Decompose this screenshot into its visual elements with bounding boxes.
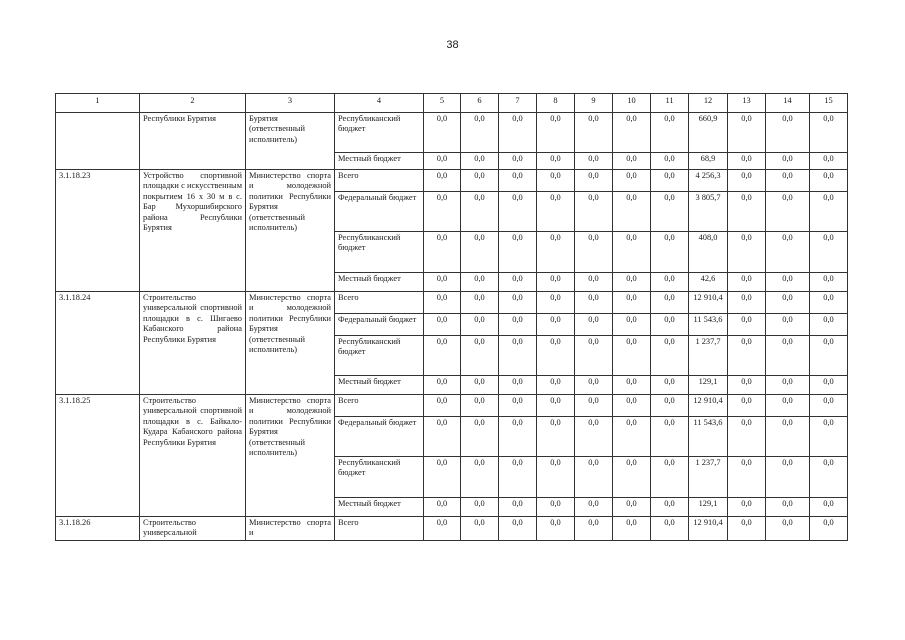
column-header: 15	[810, 94, 848, 113]
amount-cell: 0,0	[810, 336, 848, 376]
amount-cell: 0,0	[461, 232, 499, 273]
amount-cell: 0,0	[651, 292, 689, 314]
amount-cell: 0,0	[810, 517, 848, 541]
amount-cell: 0,0	[575, 498, 613, 517]
column-header: 6	[461, 94, 499, 113]
funding-source: Всего	[335, 395, 424, 417]
amount-cell: 0,0	[651, 376, 689, 395]
item-code: 3.1.18.23	[56, 170, 140, 292]
budget-table	[55, 93, 848, 541]
amount-cell: 0,0	[499, 376, 537, 395]
item-name: Строительство универсальной спортивной площадки в с. Байкало-Кудара Кабанского района Республики Бурятия	[140, 395, 246, 517]
column-header: 13	[728, 94, 766, 113]
responsible-executor: Министерство спорта и молодежной политики Республики Бурятия (ответственный исполнитель)	[246, 395, 335, 517]
amount-cell: 0,0	[766, 498, 810, 517]
amount-cell: 0,0	[613, 232, 651, 273]
amount-cell: 0,0	[499, 395, 537, 417]
amount-cell: 0,0	[810, 292, 848, 314]
amount-cell: 0,0	[575, 395, 613, 417]
amount-cell: 0,0	[575, 292, 613, 314]
amount-cell: 0,0	[766, 273, 810, 292]
amount-cell: 0,0	[728, 153, 766, 170]
amount-cell: 0,0	[728, 232, 766, 273]
amount-cell: 0,0	[766, 395, 810, 417]
amount-cell: 0,0	[424, 113, 461, 153]
amount-cell: 0,0	[575, 376, 613, 395]
amount-cell: 0,0	[766, 192, 810, 232]
amount-cell: 0,0	[613, 457, 651, 498]
column-header: 8	[537, 94, 575, 113]
amount-cell: 0,0	[499, 417, 537, 457]
amount-cell: 0,0	[766, 170, 810, 192]
amount-cell: 0,0	[651, 170, 689, 192]
amount-cell: 0,0	[424, 170, 461, 192]
table-row	[56, 292, 848, 314]
amount-cell: 0,0	[810, 273, 848, 292]
amount-cell: 0,0	[575, 314, 613, 336]
amount-cell: 0,0	[424, 395, 461, 417]
amount-cell: 0,0	[537, 113, 575, 153]
amount-cell: 0,0	[499, 232, 537, 273]
amount-cell: 0,0	[499, 498, 537, 517]
amount-cell: 129,1	[689, 498, 728, 517]
amount-cell: 0,0	[613, 292, 651, 314]
amount-cell: 0,0	[810, 113, 848, 153]
amount-cell: 0,0	[424, 314, 461, 336]
amount-cell: 0,0	[499, 517, 537, 541]
funding-source: Местный бюджет	[335, 153, 424, 170]
amount-cell: 0,0	[575, 192, 613, 232]
amount-cell: 0,0	[651, 457, 689, 498]
amount-cell: 0,0	[424, 273, 461, 292]
amount-cell: 0,0	[537, 517, 575, 541]
amount-cell: 0,0	[575, 417, 613, 457]
amount-cell: 0,0	[728, 395, 766, 417]
funding-source: Всего	[335, 292, 424, 314]
amount-cell: 0,0	[810, 395, 848, 417]
column-header: 9	[575, 94, 613, 113]
amount-cell: 12 910,4	[689, 395, 728, 417]
amount-cell: 0,0	[537, 457, 575, 498]
amount-cell: 0,0	[499, 292, 537, 314]
amount-cell: 11 543,6	[689, 314, 728, 336]
amount-cell: 0,0	[537, 153, 575, 170]
amount-cell: 0,0	[651, 314, 689, 336]
amount-cell: 0,0	[766, 113, 810, 153]
amount-cell: 129,1	[689, 376, 728, 395]
amount-cell: 0,0	[461, 457, 499, 498]
amount-cell: 0,0	[651, 395, 689, 417]
column-header-row	[56, 94, 848, 113]
amount-cell: 0,0	[575, 457, 613, 498]
amount-cell: 0,0	[766, 232, 810, 273]
amount-cell: 0,0	[766, 417, 810, 457]
amount-cell: 0,0	[613, 153, 651, 170]
amount-cell: 0,0	[728, 192, 766, 232]
amount-cell: 0,0	[575, 232, 613, 273]
amount-cell: 0,0	[575, 273, 613, 292]
column-header: 1	[56, 94, 140, 113]
table-row	[56, 395, 848, 417]
amount-cell: 0,0	[810, 376, 848, 395]
amount-cell: 0,0	[613, 517, 651, 541]
funding-source: Республиканский бюджет	[335, 113, 424, 153]
amount-cell: 0,0	[537, 170, 575, 192]
amount-cell: 0,0	[461, 395, 499, 417]
amount-cell: 0,0	[424, 232, 461, 273]
column-header: 3	[246, 94, 335, 113]
amount-cell: 0,0	[424, 498, 461, 517]
amount-cell: 0,0	[728, 336, 766, 376]
amount-cell: 0,0	[613, 395, 651, 417]
amount-cell: 0,0	[728, 273, 766, 292]
funding-source: Федеральный бюджет	[335, 314, 424, 336]
amount-cell: 0,0	[499, 113, 537, 153]
amount-cell: 0,0	[424, 192, 461, 232]
amount-cell: 0,0	[728, 314, 766, 336]
amount-cell: 0,0	[537, 336, 575, 376]
amount-cell: 0,0	[461, 192, 499, 232]
amount-cell: 1 237,7	[689, 336, 728, 376]
amount-cell: 0,0	[499, 273, 537, 292]
amount-cell: 0,0	[728, 417, 766, 457]
amount-cell: 0,0	[499, 153, 537, 170]
amount-cell: 0,0	[424, 336, 461, 376]
amount-cell: 0,0	[810, 314, 848, 336]
amount-cell: 0,0	[728, 113, 766, 153]
amount-cell: 0,0	[613, 498, 651, 517]
amount-cell: 0,0	[810, 192, 848, 232]
item-name: Устройство спортивной площадки с искусственным покрытием 16 х 30 м в с. Бар Мухоршибирского района Республики Бурятия	[140, 170, 246, 292]
amount-cell: 0,0	[651, 417, 689, 457]
amount-cell: 0,0	[766, 336, 810, 376]
amount-cell: 0,0	[651, 192, 689, 232]
column-header: 5	[424, 94, 461, 113]
amount-cell: 0,0	[651, 113, 689, 153]
amount-cell: 0,0	[728, 376, 766, 395]
amount-cell: 408,0	[689, 232, 728, 273]
amount-cell: 0,0	[461, 517, 499, 541]
column-header: 14	[766, 94, 810, 113]
amount-cell: 0,0	[461, 153, 499, 170]
amount-cell: 0,0	[461, 170, 499, 192]
amount-cell: 0,0	[499, 192, 537, 232]
column-header: 4	[335, 94, 424, 113]
amount-cell: 0,0	[499, 457, 537, 498]
item-code: 3.1.18.24	[56, 292, 140, 395]
amount-cell: 0,0	[537, 376, 575, 395]
amount-cell: 0,0	[461, 314, 499, 336]
funding-source: Федеральный бюджет	[335, 417, 424, 457]
amount-cell: 0,0	[613, 113, 651, 153]
amount-cell: 0,0	[537, 498, 575, 517]
amount-cell: 0,0	[766, 314, 810, 336]
amount-cell: 0,0	[651, 232, 689, 273]
amount-cell: 0,0	[728, 292, 766, 314]
funding-source: Всего	[335, 517, 424, 541]
amount-cell: 0,0	[424, 292, 461, 314]
amount-cell: 68,9	[689, 153, 728, 170]
item-code: 3.1.18.26	[56, 517, 140, 541]
amount-cell: 0,0	[575, 517, 613, 541]
amount-cell: 0,0	[766, 517, 810, 541]
amount-cell: 0,0	[537, 232, 575, 273]
table-row	[56, 170, 848, 192]
amount-cell: 0,0	[424, 517, 461, 541]
table-row	[56, 113, 848, 153]
amount-cell: 0,0	[575, 170, 613, 192]
funding-source: Местный бюджет	[335, 376, 424, 395]
funding-source: Местный бюджет	[335, 273, 424, 292]
amount-cell: 0,0	[651, 517, 689, 541]
responsible-executor: Министерство спорта и молодежной политики Республики Бурятия (ответственный исполнитель)	[246, 292, 335, 395]
amount-cell: 0,0	[766, 457, 810, 498]
amount-cell: 0,0	[575, 153, 613, 170]
amount-cell: 0,0	[499, 336, 537, 376]
amount-cell: 4 256,3	[689, 170, 728, 192]
responsible-executor: Министерство спорта и молодежной политики Республики Бурятия (ответственный исполнитель)	[246, 170, 335, 292]
amount-cell: 0,0	[461, 113, 499, 153]
amount-cell: 0,0	[766, 292, 810, 314]
item-name: Республики Бурятия	[140, 113, 246, 170]
amount-cell: 0,0	[766, 376, 810, 395]
table-row	[56, 517, 848, 541]
amount-cell: 0,0	[613, 336, 651, 376]
amount-cell: 0,0	[651, 153, 689, 170]
funding-source: Федеральный бюджет	[335, 192, 424, 232]
amount-cell: 660,9	[689, 113, 728, 153]
amount-cell: 0,0	[728, 170, 766, 192]
amount-cell: 0,0	[537, 395, 575, 417]
amount-cell: 0,0	[499, 170, 537, 192]
funding-source: Республиканский бюджет	[335, 232, 424, 273]
amount-cell: 12 910,4	[689, 517, 728, 541]
item-name: Строительство универсальной спортивной площадки в с. Шигаево Кабанского района Республики Бурятия	[140, 292, 246, 395]
amount-cell: 0,0	[461, 498, 499, 517]
amount-cell: 0,0	[728, 517, 766, 541]
amount-cell: 0,0	[810, 153, 848, 170]
amount-cell: 0,0	[461, 292, 499, 314]
amount-cell: 0,0	[810, 170, 848, 192]
funding-source: Всего	[335, 170, 424, 192]
amount-cell: 0,0	[537, 292, 575, 314]
amount-cell: 0,0	[728, 457, 766, 498]
funding-source: Республиканский бюджет	[335, 457, 424, 498]
amount-cell: 0,0	[613, 314, 651, 336]
amount-cell: 0,0	[651, 336, 689, 376]
funding-source: Местный бюджет	[335, 498, 424, 517]
item-code: 3.1.18.25	[56, 395, 140, 517]
amount-cell: 0,0	[728, 498, 766, 517]
funding-source: Республиканский бюджет	[335, 336, 424, 376]
column-header: 12	[689, 94, 728, 113]
amount-cell: 0,0	[575, 336, 613, 376]
amount-cell: 0,0	[461, 417, 499, 457]
amount-cell: 0,0	[424, 457, 461, 498]
amount-cell: 0,0	[424, 417, 461, 457]
amount-cell: 0,0	[613, 417, 651, 457]
amount-cell: 0,0	[461, 336, 499, 376]
amount-cell: 0,0	[537, 314, 575, 336]
amount-cell: 11 543,6	[689, 417, 728, 457]
amount-cell: 0,0	[651, 498, 689, 517]
item-name: Строительство универсальной	[140, 517, 246, 541]
responsible-executor: Министерство спорта и	[246, 517, 335, 541]
amount-cell: 0,0	[810, 232, 848, 273]
column-header: 11	[651, 94, 689, 113]
amount-cell: 0,0	[613, 273, 651, 292]
amount-cell: 0,0	[810, 417, 848, 457]
item-code	[56, 113, 140, 170]
amount-cell: 0,0	[613, 170, 651, 192]
amount-cell: 0,0	[537, 192, 575, 232]
responsible-executor: Бурятия (ответственный исполнитель)	[246, 113, 335, 170]
amount-cell: 0,0	[613, 192, 651, 232]
amount-cell: 0,0	[766, 153, 810, 170]
table-body	[56, 94, 848, 541]
amount-cell: 0,0	[575, 113, 613, 153]
amount-cell: 1 237,7	[689, 457, 728, 498]
amount-cell: 0,0	[651, 273, 689, 292]
column-header: 10	[613, 94, 651, 113]
column-header: 2	[140, 94, 246, 113]
amount-cell: 0,0	[499, 314, 537, 336]
amount-cell: 0,0	[613, 376, 651, 395]
amount-cell: 0,0	[461, 273, 499, 292]
amount-cell: 0,0	[810, 457, 848, 498]
amount-cell: 0,0	[461, 376, 499, 395]
amount-cell: 42,6	[689, 273, 728, 292]
amount-cell: 12 910,4	[689, 292, 728, 314]
amount-cell: 0,0	[810, 498, 848, 517]
amount-cell: 0,0	[537, 417, 575, 457]
amount-cell: 0,0	[424, 153, 461, 170]
amount-cell: 3 805,7	[689, 192, 728, 232]
column-header: 7	[499, 94, 537, 113]
amount-cell: 0,0	[424, 376, 461, 395]
page-number: 38	[446, 39, 459, 51]
amount-cell: 0,0	[537, 273, 575, 292]
